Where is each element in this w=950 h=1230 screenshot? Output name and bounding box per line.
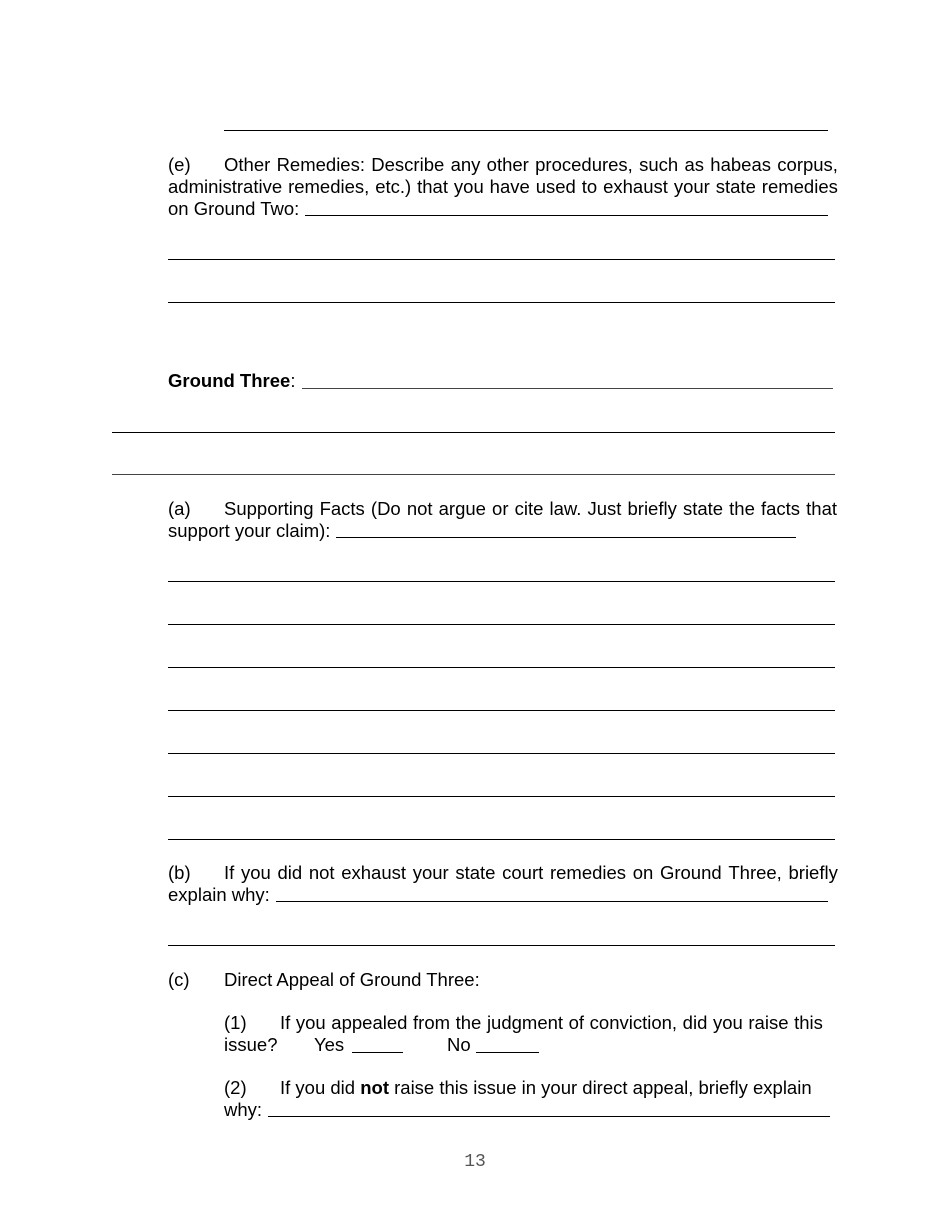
answer-line[interactable] [168, 710, 835, 711]
not-exhausted-line-2: explain why: [168, 884, 828, 906]
not-exhausted-answer-line[interactable] [276, 901, 828, 902]
ground-three-heading: Ground Three: [168, 370, 296, 391]
no-answer-blank[interactable] [476, 1052, 539, 1053]
answer-line[interactable] [168, 624, 835, 625]
question-1-issue-label: issue? [224, 1034, 278, 1055]
answer-line[interactable] [168, 839, 835, 840]
supporting-facts-question [168, 498, 837, 542]
answer-line[interactable] [168, 796, 835, 797]
answer-line[interactable] [168, 753, 835, 754]
item-label-1: (1) [224, 1012, 247, 1033]
answer-line[interactable] [112, 474, 835, 475]
answer-line[interactable] [112, 432, 835, 433]
item-label-2: (2) [224, 1077, 247, 1098]
other-remedies-line-3: on Ground Two: [168, 198, 828, 220]
answer-line[interactable] [168, 302, 835, 303]
other-remedies-line-1: Other Remedies: Describe any other procedures, such as habeas corpus, [224, 154, 838, 175]
not-exhausted-line-1: If you did not exhaust your state court remedies on Ground Three, briefly [224, 862, 838, 883]
no-label: No [447, 1034, 471, 1055]
answer-line[interactable] [168, 945, 835, 946]
item-label-a: (a) [168, 498, 191, 519]
not-exhausted-question [168, 862, 838, 906]
supporting-facts-answer-line[interactable] [336, 537, 796, 538]
yes-label: Yes [314, 1034, 345, 1055]
answer-line[interactable] [224, 130, 828, 131]
answer-line[interactable] [168, 259, 835, 260]
question-2-answer-line[interactable] [268, 1116, 830, 1117]
other-remedies-line-2: administrative remedies, etc.) that you have used to exhaust your state remedies [168, 176, 838, 197]
ground-three-answer-line[interactable] [302, 388, 833, 389]
item-label-c: (c) [168, 969, 190, 990]
supporting-facts-line-2: support your claim): [168, 520, 796, 542]
answer-line[interactable] [168, 581, 835, 582]
other-remedies-question [168, 154, 838, 220]
question-2-line-1: If you did not raise this issue in your direct appeal, briefly explain [280, 1077, 812, 1098]
question-2-line-2: why: [224, 1099, 830, 1121]
supporting-facts-line-1: Supporting Facts (Do not argue or cite law. Just briefly state the facts that [224, 498, 837, 519]
page-number: 13 [464, 1152, 486, 1172]
item-label-e: (e) [168, 154, 191, 175]
yes-answer-blank[interactable] [352, 1052, 403, 1053]
item-label-b: (b) [168, 862, 191, 883]
direct-appeal-title: Direct Appeal of Ground Three: [224, 969, 480, 990]
direct-appeal-question-1 [224, 1012, 823, 1034]
other-remedies-answer-line[interactable] [305, 215, 828, 216]
answer-line[interactable] [168, 667, 835, 668]
question-1-line-1: If you appealed from the judgment of conviction, did you raise this [280, 1012, 823, 1033]
